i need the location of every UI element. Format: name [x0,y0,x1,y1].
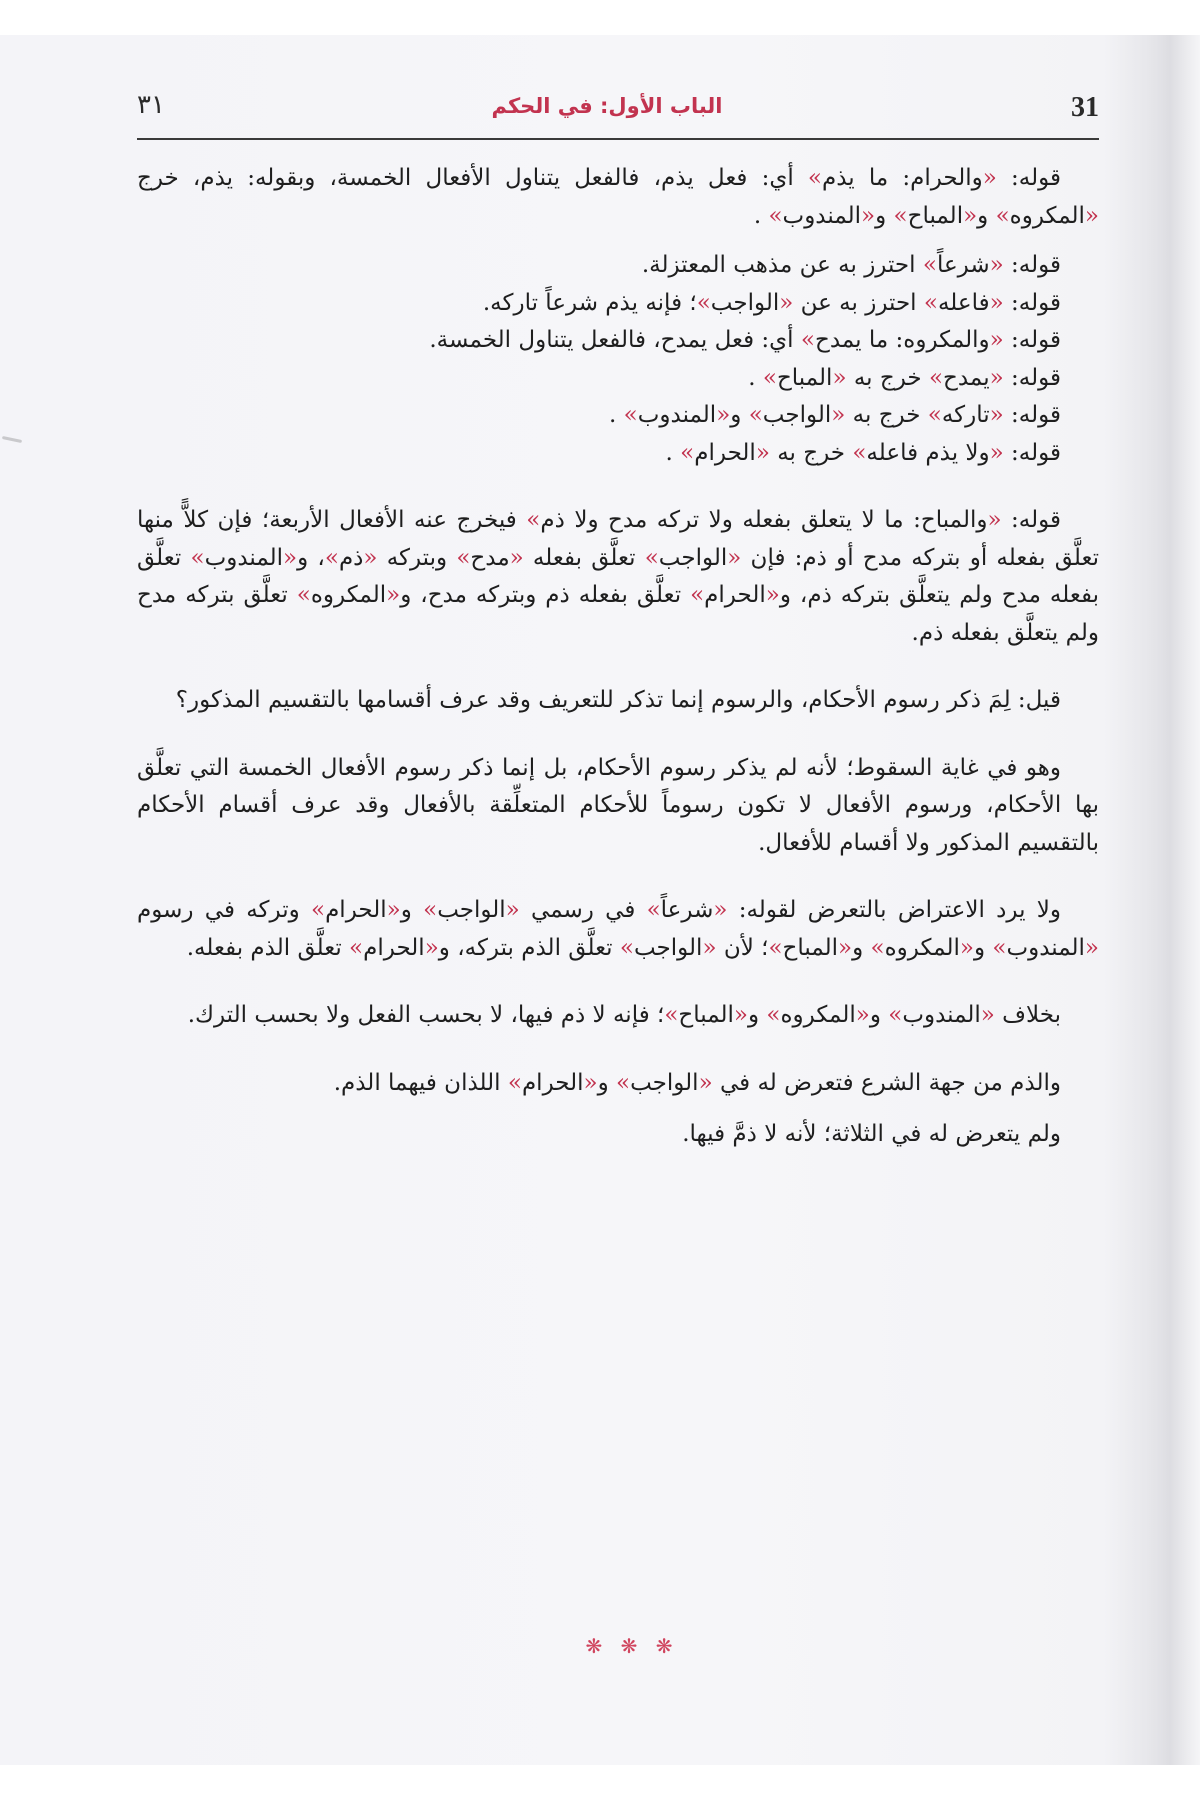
quote-mark: » [310,897,326,923]
text-run: الواجب [710,289,780,316]
section-end-ornament: ❋ ❋ ❋ [585,1634,679,1658]
paragraph-bikhilaf [137,997,1099,1035]
quote-mark: « [386,897,401,923]
text-run: الواجب [762,402,832,428]
text-run: قوله: [1003,252,1061,278]
text-run: يمدح [943,364,990,391]
quote-mark: « [733,1002,748,1028]
text-run: . [609,402,624,428]
quote-mark: « [861,202,876,229]
text-run: المندوب [204,544,284,571]
text-run: تعلَّق بتركه مدح ولم يتعلَّق بفعله ذم. [137,582,1099,646]
body-text [137,160,1099,1166]
page-number-latin: 31 [1071,92,1099,123]
paragraph-response [137,750,1099,863]
quote-mark: « [838,934,853,961]
page-edge-shadow [1150,35,1200,1765]
text-run: ؛ فإنه لا ذم فيها، لا بحسب الفعل ولا بحسب الترك. [187,1002,665,1028]
paragraph-mubah-definition [137,502,1099,652]
text-run: مدح [470,544,510,571]
text-run: و [977,202,996,229]
text-run: و [852,934,871,961]
text-run: المندوب [637,402,717,428]
quote-mark: « [1084,202,1099,229]
text-run: الواجب [658,544,728,571]
text-run: والمباح: ما لا يتعلق بفعله ولا تركه مدح ولا ذم [540,507,988,533]
paragraph-objection [137,682,1099,720]
quote-mark: » [646,897,661,923]
quote-mark: « [980,1002,995,1028]
quote-mark: « [832,364,847,391]
text-run: والحرام: ما يذم [821,165,983,191]
quote-mark: « [505,897,520,923]
quote-mark: « [779,289,794,316]
quote-mark: » [766,1002,781,1028]
quote-mark: « [727,544,742,571]
quote-mark: « [959,934,974,961]
text-run: قوله: [1003,289,1061,316]
text-run: ؛ لأن [716,934,769,961]
paragraph-shar-an [137,247,1099,285]
text-run: أي: فعل يمدح، فالفعل يتناول الخمسة. [429,327,801,353]
quote-mark: » [995,202,1010,229]
quote-mark: » [870,934,885,961]
quote-mark: « [424,934,439,961]
text-run: الواجب [630,1069,699,1096]
text-run: . [753,202,769,229]
quote-mark: » [324,544,339,571]
text-run: والمكروه: ما يمدح [814,327,990,353]
text-run: و [973,934,993,961]
quote-mark: » [888,1002,903,1028]
text-run: تاركه [941,402,990,428]
text-run: المكروه [884,934,960,961]
quote-mark: « [713,897,728,923]
text-run: وتركه في رسوم [137,897,311,923]
quote-mark: « [989,364,1004,391]
text-run: وبتركه [377,544,457,571]
quote-mark: » [456,544,471,571]
quote-mark: » [190,544,205,571]
text-run: قيل: لِمَ ذكر رسوم الأحكام، والرسوم إنما تذكر للتعريف وقد عرف أقسامها بالتقسيم المذكور؟ [175,687,1061,713]
text-run: المباح [776,364,833,391]
text-run: تعلَّق بفعله مدح ولم يتعلَّق بتركه ذم، و [137,544,1099,608]
text-run: و [597,1069,617,1096]
quote-mark: » [623,402,638,428]
text-run: المكروه [780,1002,856,1028]
quote-mark: » [768,202,783,229]
quote-mark: » [800,327,815,353]
quote-mark: » [616,1069,631,1096]
quote-mark: » [893,202,908,229]
quote-mark: » [680,439,695,466]
quote-mark: « [989,402,1004,428]
text-run: قوله: [1003,364,1061,391]
paragraph-shar-an-objection [137,892,1099,967]
text-run: المكروه [1009,202,1085,229]
text-run: احترز به عن [793,289,924,316]
text-run: والذم من جهة الشرع فتعرض له في [712,1069,1061,1096]
text-run: المباح [782,934,839,961]
text-run: المندوب [782,202,862,229]
text-run: الحرام [363,934,425,961]
quote-mark: » [644,544,659,571]
text-run: الحرام [694,439,756,466]
paragraph-la-yudham [137,435,1099,473]
running-title: الباب الأول: في الحكم [491,94,723,118]
text-run: و [869,1002,889,1028]
text-run: الحرام [521,1069,584,1096]
paragraph-tarikuhu [137,397,1099,435]
text-run: الواجب [633,934,703,961]
text-run: و [400,897,424,923]
quote-mark: » [807,165,822,191]
paragraph-haram-definition [137,160,1099,235]
quote-mark: « [509,544,524,571]
quote-mark: « [716,402,731,428]
text-run: خرج به [845,402,928,428]
quote-mark: « [989,289,1004,316]
quote-mark: » [768,934,783,961]
text-run: تعلَّق الذم بفعله. [186,934,350,961]
quote-mark: « [765,582,780,608]
text-run: و [748,1002,767,1028]
text-run: قوله: [1001,507,1061,533]
text-run: . [665,439,681,466]
paragraph-faeluhu [137,285,1099,323]
header-rule [137,138,1099,140]
paragraph-thalatha [137,1116,1099,1154]
quote-mark: » [619,934,634,961]
quote-mark: » [923,289,938,316]
text-run: في رسمي [519,897,647,923]
quote-mark: « [989,327,1004,353]
text-run: و [875,202,894,229]
quote-mark: » [349,934,364,961]
text-run: احترز به عن مذهب المعتزلة. [641,252,923,278]
quote-mark: « [855,1002,870,1028]
text-run: المباح [678,1002,734,1028]
quote-mark: « [963,202,978,229]
quote-mark: » [922,252,937,278]
quote-mark: « [283,544,298,571]
quote-mark: « [698,1069,713,1096]
quote-mark: « [989,252,1004,278]
text-run: ، و [297,544,325,571]
text-run: المباح [907,202,964,229]
text-run: المندوب [1006,934,1085,961]
text-run: فيخرج عنه الأفعال الأربعة؛ فإن كلاًّ منها تعلَّق بفعله أو بتركه مدح أو ذم: فإن [137,507,1100,571]
text-run: قوله: [996,165,1061,191]
quote-mark: » [296,582,311,608]
text-run: شرعاً [660,897,714,923]
text-run: بخلاف [994,1002,1061,1028]
text-run: ولا يرد الاعتراض بالتعرض لقوله: [727,897,1062,923]
quote-mark: « [1084,934,1099,961]
quote-mark: » [927,402,942,428]
text-run: قوله: [1003,327,1061,353]
text-run: الحرام [704,582,766,608]
text-run: أي: فعل يذم، فالفعل يتناول الأفعال الخمسة، وبقوله: يذم، خرج [137,165,808,191]
quote-mark: « [386,582,401,608]
paragraph-yumdah [137,360,1099,398]
text-run: الحرام [325,897,387,923]
text-run: المندوب [902,1002,981,1028]
quote-mark: » [423,897,438,923]
quote-mark: « [702,934,717,961]
text-run: اللذان فيهما الذم. [333,1069,508,1096]
quote-mark: » [762,364,777,391]
quote-mark: » [928,364,944,391]
quote-mark: « [831,402,846,428]
quote-mark: » [526,507,541,533]
text-run: المكروه [310,582,387,608]
text-run: قوله: [1003,439,1061,466]
paragraph-makruh-definition [137,322,1099,360]
quote-mark: « [583,1069,598,1096]
text-run: شرعاً [936,252,990,278]
quote-mark: » [748,402,763,428]
quote-mark: « [363,544,378,571]
quote-mark: » [664,1002,679,1028]
quote-mark: » [507,1069,522,1096]
text-run: تعلَّق بفعله [523,544,645,571]
quote-mark: « [982,165,997,191]
text-run: و [730,402,749,428]
running-header [137,88,1099,140]
text-run: خرج به [846,364,929,391]
quote-mark: « [755,439,770,466]
text-run: الواجب [437,897,506,923]
text-run: قوله: [1003,402,1061,428]
quote-mark: « [989,439,1004,466]
text-run: ولم يتعرض له في الثلاثة؛ لأنه لا ذمَّ فيها. [682,1121,1061,1147]
quote-mark: » [992,934,1007,961]
text-run: تعلَّق بفعله ذم وبتركه مدح، و [400,582,691,608]
text-run: . [748,364,763,391]
text-run: فاعله [937,289,990,316]
text-run: خرج به [769,439,853,466]
quote-mark: » [690,582,705,608]
text-run: وهو في غاية السقوط؛ لأنه لم يذكر رسوم الأحكام، بل إنما ذكر رسوم الأفعال الخمسة التي تعلَّق بها الأحكام، ورسوم الأفعال لا تكون رسوماً للأحكام المتعلِّقة بالأفعال وقد عرف أقسام الأحكام بالتقسيم المذكور ولا أقسام للأفعال. [137,754,1099,856]
quote-mark: » [696,289,711,316]
quote-mark: « [987,507,1002,533]
text-run: ولا يذم فاعله [866,439,990,466]
text-run: تعلَّق الذم بتركه، و [438,934,620,961]
quote-mark: » [852,439,867,466]
page-number-arabic: ٣١ [137,90,165,120]
text-run: ذم [338,544,364,571]
paragraph-dhamm-shar [137,1065,1099,1103]
text-run: ؛ فإنه يذم شرعاً تاركه. [482,289,697,316]
